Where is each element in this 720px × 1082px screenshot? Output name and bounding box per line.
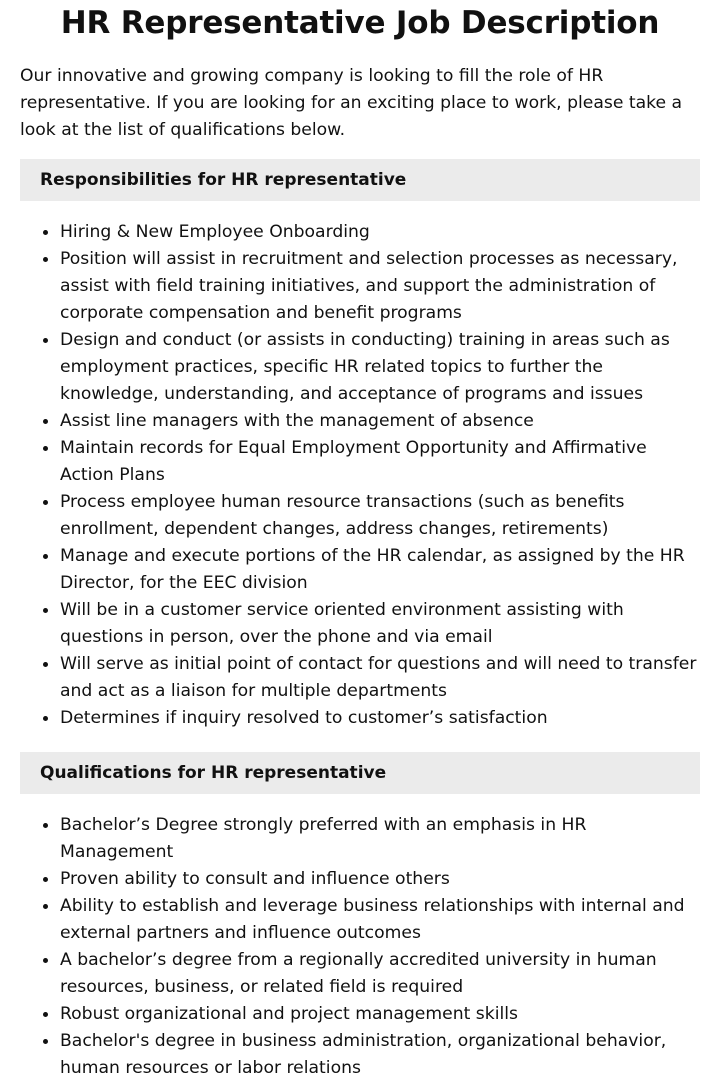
list-item: Manage and execute portions of the HR calendar, as assigned by the HR Director, for the EEC division xyxy=(60,543,700,597)
list-item: Hiring & New Employee Onboarding xyxy=(60,219,700,246)
responsibilities-heading: Responsibilities for HR representative xyxy=(20,159,700,201)
qualifications-list xyxy=(20,812,700,1082)
list-item: Robust organizational and project management skills xyxy=(60,1001,700,1028)
page-title: HR Representative Job Description xyxy=(60,5,660,41)
list-item: Position will assist in recruitment and selection processes as necessary, assist with field training initiatives, and support the administration of corporate compensation and benefit programs xyxy=(60,246,700,327)
list-item: Will be in a customer service oriented environment assisting with questions in person, over the phone and via email xyxy=(60,597,700,651)
responsibilities-list xyxy=(20,219,700,732)
intro-paragraph: Our innovative and growing company is looking to fill the role of HR representative. If you are looking for an exciting place to work, please take a look at the list of qualifications below. xyxy=(20,66,683,140)
list-item: Bachelor's degree in business administration, organizational behavior, human resources or labor relations xyxy=(60,1028,700,1082)
qualifications-heading: Qualifications for HR representative xyxy=(20,752,700,794)
list-item: Will serve as initial point of contact for questions and will need to transfer and act as a liaison for multiple departments xyxy=(60,651,700,705)
list-item: Design and conduct (or assists in conducting) training in areas such as employment practices, specific HR related topics to further the knowledge, understanding, and acceptance of programs and issues xyxy=(60,327,700,408)
list-item: Bachelor’s Degree strongly preferred with an emphasis in HR Management xyxy=(60,812,700,866)
list-item: Maintain records for Equal Employment Opportunity and Affirmative Action Plans xyxy=(60,435,700,489)
list-item: Process employee human resource transactions (such as benefits enrollment, dependent changes, address changes, retirements) xyxy=(60,489,700,543)
list-item: Proven ability to consult and influence others xyxy=(60,866,700,893)
list-item: Assist line managers with the management of absence xyxy=(60,408,700,435)
list-item: Ability to establish and leverage business relationships with internal and external partners and influence outcomes xyxy=(60,893,700,947)
list-item: A bachelor’s degree from a regionally accredited university in human resources, business, or related field is required xyxy=(60,947,700,1001)
list-item: Determines if inquiry resolved to customer’s satisfaction xyxy=(60,705,700,732)
